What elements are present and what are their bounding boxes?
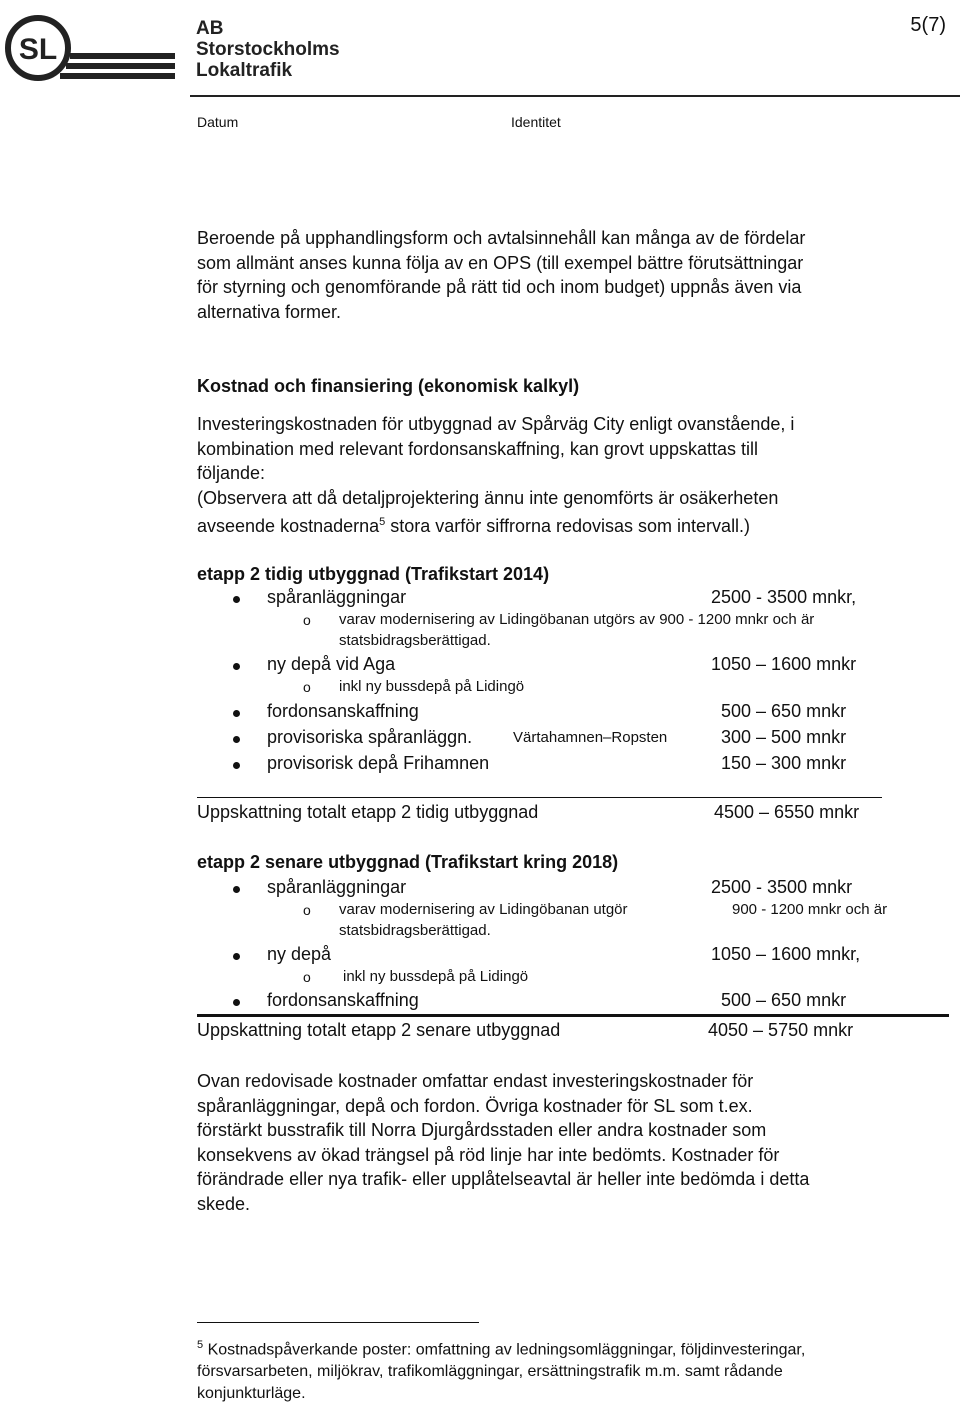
sl-logo-text: SL xyxy=(18,33,58,66)
closing-line: spåranläggningar, depå och fordon. Övriga kostnader för SL som t.ex. xyxy=(197,1095,753,1116)
footnote-line: konjunkturläge. xyxy=(197,1385,306,1403)
early-total-value: 4500 – 6550 mnkr xyxy=(714,802,860,822)
late-item-label: fordonsanskaffning xyxy=(267,990,419,1010)
sl-logo xyxy=(0,10,180,90)
bullet-icon xyxy=(233,710,240,717)
footnote-divider xyxy=(197,1322,479,1323)
bullet-icon xyxy=(233,736,240,743)
sub-bullet-icon: o xyxy=(303,679,311,695)
footnote xyxy=(197,1334,805,1405)
header-divider xyxy=(190,95,960,97)
company-name-line-2: Storstockholms xyxy=(196,39,340,60)
bullet-icon xyxy=(233,953,240,960)
late-item-label: ny depå xyxy=(267,944,332,964)
late-sub-line: inkl ny bussdepå på Lidingö xyxy=(343,968,529,985)
footnote-number: 5 xyxy=(197,1339,204,1351)
datum-label: Datum xyxy=(197,114,239,130)
closing-paragraph xyxy=(197,1069,809,1216)
bullet-icon xyxy=(233,762,240,769)
sub-bullet-icon: o xyxy=(303,969,311,985)
early-item-value: 150 – 300 mnkr xyxy=(721,753,847,773)
cost-paragraph xyxy=(197,412,794,539)
late-heading: etapp 2 senare utbyggnad (Trafikstart kring 2018) xyxy=(197,852,619,872)
intro-line: som allmänt anses kunna följa av en OPS (till exempel bättre förutsättningar xyxy=(197,252,804,273)
early-item-label: spåranläggningar xyxy=(267,587,407,607)
intro-line: för styrning och genomförande på rätt tid och inom budget) uppnås även via xyxy=(197,277,802,297)
early-heading: etapp 2 tidig utbyggnad (Trafikstart 2014) xyxy=(197,564,550,584)
cost-line-last xyxy=(197,510,794,539)
cost-line-text: avseende kostnaderna xyxy=(197,516,380,536)
early-item-note: Värtahamnen–Ropsten xyxy=(513,729,668,746)
sub-bullet-icon: o xyxy=(303,902,311,918)
company-name-line-1: AB xyxy=(196,18,224,39)
late-item-value: 500 – 650 mnkr xyxy=(721,990,847,1010)
sub-bullet-icon: o xyxy=(303,612,311,628)
closing-line: förstärkt busstrafik till Norra Djurgårdsstaden eller andra kostnader som xyxy=(197,1120,767,1140)
early-item-value: 500 – 650 mnkr xyxy=(721,701,847,721)
early-item-label: fordonsanskaffning xyxy=(267,701,419,721)
early-item-label: ny depå vid Aga xyxy=(267,654,396,674)
late-sub-line: varav modernisering av Lidingöbanan utgör xyxy=(339,901,628,918)
bullet-icon xyxy=(233,886,240,893)
sum-divider xyxy=(197,797,882,798)
intro-line: alternativa former. xyxy=(197,301,342,322)
late-item-value: 1050 – 1600 mnkr, xyxy=(711,944,861,964)
early-sub-line: varav modernisering av Lidingöbanan utgörs av 900 - 1200 mnkr och är xyxy=(339,611,815,628)
early-item-label: provisoriska spåranläggn. xyxy=(267,727,473,747)
late-total-label: Uppskattning totalt etapp 2 senare utbyggnad xyxy=(197,1020,561,1040)
footnote-line: försvarsarbeten, miljökrav, trafikomläggningar, ersättningstrafik m.m. samt rådande xyxy=(197,1363,783,1381)
closing-line: skede. xyxy=(197,1193,251,1214)
early-item-value: 300 – 500 mnkr xyxy=(721,727,847,747)
footnote-text: Kostnadspåverkande poster: omfattning av ledningsomläggningar, följdinvesteringar, xyxy=(207,1341,806,1359)
footnote-line xyxy=(197,1334,805,1361)
page-number: 5(7) xyxy=(910,14,946,36)
early-sub-line: inkl ny bussdepå på Lidingö xyxy=(339,678,525,695)
late-total-value: 4050 – 5750 mnkr xyxy=(708,1020,854,1040)
closing-line: Ovan redovisade kostnader omfattar endast investeringskostnader för xyxy=(197,1071,754,1091)
late-sub-line: 900 - 1200 mnkr och är xyxy=(732,901,888,918)
cost-line: kombination med relevant fordonsanskaffning, kan grovt uppskattas till xyxy=(197,438,758,459)
early-item-label: provisorisk depå Frihamnen xyxy=(267,753,490,773)
early-total-label: Uppskattning totalt etapp 2 tidig utbyggnad xyxy=(197,802,539,822)
bullet-icon xyxy=(233,596,240,603)
total-divider xyxy=(197,1014,949,1017)
cost-line: följande: xyxy=(197,463,266,483)
early-sub-line: statsbidragsberättigad. xyxy=(339,632,491,649)
cost-line: (Observera att då detaljprojektering ännu inte genomförts är osäkerheten xyxy=(197,487,779,508)
late-item-label: spåranläggningar xyxy=(267,877,407,897)
intro-paragraph xyxy=(197,226,805,324)
section-heading: Kostnad och finansiering (ekonomisk kalkyl) xyxy=(197,376,580,396)
closing-line: förändrade eller nya trafik- eller upplåtelseavtal är heller inte bedömda i detta xyxy=(197,1169,810,1189)
early-item-value: 1050 – 1600 mnkr xyxy=(711,654,857,674)
intro-line: Beroende på upphandlingsform och avtalsinnehåll kan många av de fördelar xyxy=(197,228,806,248)
bullet-icon xyxy=(233,999,240,1006)
footnote-ref: 5 xyxy=(379,516,386,528)
identitet-label: Identitet xyxy=(511,114,561,130)
late-sub-line: statsbidragsberättigad. xyxy=(339,922,491,939)
late-item-value: 2500 - 3500 mnkr xyxy=(711,877,853,897)
company-name-line-3: Lokaltrafik xyxy=(196,60,293,81)
closing-line: konsekvens av ökad trängsel på röd linje har inte bedömts. Kostnader för xyxy=(197,1144,780,1165)
bullet-icon xyxy=(233,663,240,670)
early-item-value: 2500 - 3500 mnkr, xyxy=(711,587,857,607)
cost-line: Investeringskostnaden för utbyggnad av Spårväg City enligt ovanstående, i xyxy=(197,414,795,434)
cost-line-text: stora varför siffrorna redovisas som intervall.) xyxy=(385,516,751,536)
